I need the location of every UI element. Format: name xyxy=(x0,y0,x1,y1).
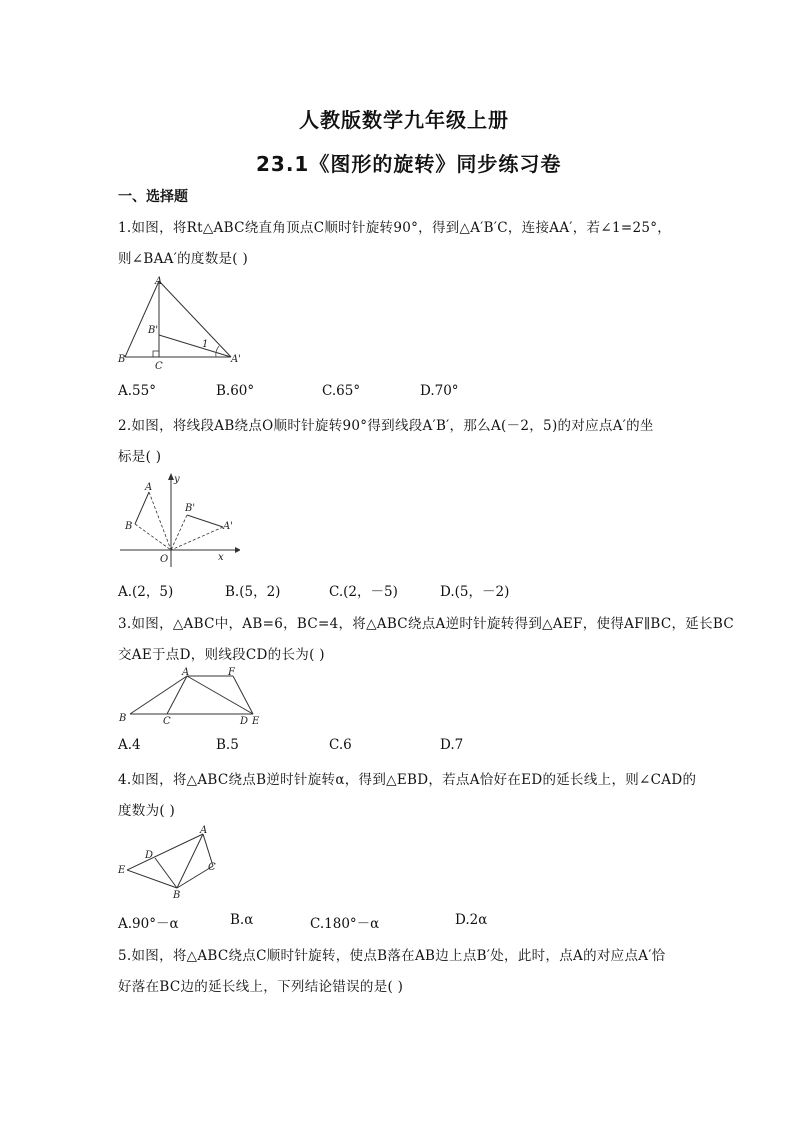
option-d[interactable]: D.7 xyxy=(440,737,464,753)
option-d[interactable]: D.2α xyxy=(455,912,488,928)
question-1-figure xyxy=(115,276,250,372)
question-stem-line: 好落在BC边的延长线上，下列结论错误的是( ) xyxy=(118,979,404,995)
question-stem-line: 2.如图，将线段AB绕点O顺时针旋转90°得到线段A′B′，那么A(－2，5)的对应点A′的坐 xyxy=(118,418,654,434)
option-b[interactable]: B.(5，2) xyxy=(225,584,281,600)
option-b[interactable]: B.5 xyxy=(216,737,239,753)
figure-label: C xyxy=(163,716,171,727)
figure-label: B xyxy=(119,713,127,724)
figure-label: A xyxy=(155,276,163,287)
figure-label: D xyxy=(240,716,249,727)
figure-label: B' xyxy=(148,325,159,336)
option-a[interactable]: A.55° xyxy=(118,383,156,399)
question-stem-line: 则∠BAA′的度数是( ) xyxy=(118,251,249,267)
figure-label: y xyxy=(174,474,180,485)
figure-label: A' xyxy=(223,521,233,532)
option-c[interactable]: C.(2，－5) xyxy=(329,584,398,600)
figure-label: D xyxy=(145,850,154,861)
option-a[interactable]: A.90°－α xyxy=(118,916,179,932)
figure-label: E xyxy=(118,865,126,876)
question-stem-line: 5.如图，将△ABC绕点C顺时针旋转，使点B落在AB边上点B′处，此时，点A的对应点A′恰 xyxy=(118,948,666,964)
option-c[interactable]: C.6 xyxy=(329,737,352,753)
option-b[interactable]: B.α xyxy=(230,912,254,928)
option-d[interactable]: D.70° xyxy=(420,383,459,399)
question-4-figure xyxy=(115,822,225,900)
figure-label: A xyxy=(182,667,190,678)
figure-label: O xyxy=(160,554,169,565)
figure-label: B' xyxy=(185,503,196,514)
option-b[interactable]: B.60° xyxy=(216,383,255,399)
option-a[interactable]: A.4 xyxy=(118,737,141,753)
section-heading: 一、选择题 xyxy=(118,189,188,205)
figure-label: B xyxy=(118,354,126,365)
figure-label: B xyxy=(125,521,133,532)
page-subtitle: 23.1《图形的旋转》同步练习卷 xyxy=(256,152,562,176)
question-2-figure xyxy=(115,472,240,568)
figure-label: F xyxy=(228,667,235,678)
question-stem-line: 度数为( ) xyxy=(118,803,176,819)
option-d[interactable]: D.(5，－2) xyxy=(440,584,510,600)
option-c[interactable]: C.180°－α xyxy=(310,916,380,932)
question-stem-line: 标是( ) xyxy=(118,449,162,465)
figure-label: B xyxy=(173,890,181,900)
figure-label: C xyxy=(208,862,216,873)
figure-label: 1 xyxy=(202,339,209,350)
question-stem-line: 交AE于点D，则线段CD的长为( ) xyxy=(118,647,325,663)
option-c[interactable]: C.65° xyxy=(322,383,361,399)
figure-label: A' xyxy=(231,354,241,365)
question-3-figure xyxy=(115,666,265,730)
figure-label: E xyxy=(252,716,260,727)
question-stem-line: 1.如图，将Rt△ABC绕直角顶点C顺时针旋转90°，得到△A′B′C，连接AA′，若∠1=25°， xyxy=(118,220,672,236)
question-stem-line: 4.如图，将△ABC绕点B逆时针旋转α，得到△EBD，若点A恰好在ED的延长线上，则∠CAD的 xyxy=(118,772,697,788)
figure-label: C xyxy=(155,361,163,372)
question-stem-line: 3.如图，△ABC中，AB=6，BC=4，将△ABC绕点A逆时针旋转得到△AEF，使得AF∥BC，延长BC xyxy=(118,616,734,632)
figure-label: x xyxy=(218,552,224,563)
figure-label: A xyxy=(145,482,153,493)
option-a[interactable]: A.(2，5) xyxy=(118,584,174,600)
figure-label: A xyxy=(200,825,208,836)
page-title: 人教版数学九年级上册 xyxy=(299,108,509,132)
